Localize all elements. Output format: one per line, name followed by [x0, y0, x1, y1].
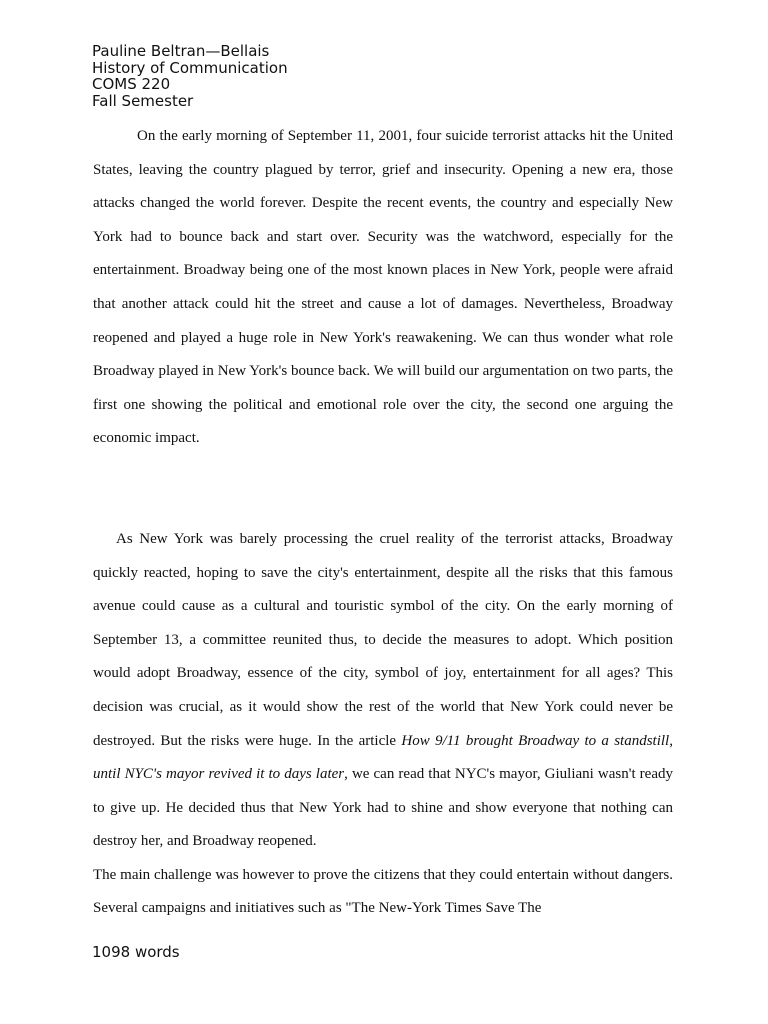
word-count: 1098 words	[92, 943, 180, 961]
paragraph-broadway-reaction	[93, 523, 673, 859]
course-code: COMS 220	[92, 75, 171, 94]
paragraph-gap	[93, 456, 673, 523]
paragraph-main-challenge: The main challenge was however to prove the citizens that they could entertain without dangers. Several campaigns and initiatives such as "The New-York Times Save The	[93, 866, 673, 917]
author-name: Pauline Beltran—Bellais	[92, 42, 270, 60]
document-body	[93, 120, 673, 926]
paragraph-text: , we can read that NYC's mayor, Giuliani wasn't ready to give up. He decided thus that New York had to shine and show everyone that nothing can destroy her, and Broadway reopened.	[93, 766, 673, 850]
paragraph-introduction: On the early morning of September 11, 2001, four suicide terrorist attacks hit the United States, leaving the country plagued by terror, grief and insecurity. Opening a new era, those attacks changed the world forever. Despite the recent events, the country and especially New York had to bounce back and start over. Security was the watchword, especially for the entertainment. Broadway being one of the most known places in New York, people were afraid that another attack could hit the street and cause a lot of damages. Nevertheless, Broadway reopened and played a huge role in New York's reawakening. We can thus wonder what role Broadway played in New York's bounce back. We will build our argumentation on two parts, the first one showing the political and emotional role over the city, the second one arguing the economic impact.	[93, 128, 673, 447]
paragraph-text: As New York was barely processing the cruel reality of the terrorist attacks, Broadway quickly reacted, hoping to save the city's entertainment, despite all the risks that this famous avenue could cause as a cultural and touristic symbol of the city. On the early morning of September 13, a committee reunited thus, to decide the measures to adopt. Which position would adopt Broadway, essence of the city, symbol of joy, entertainment for all ages? This decision was crucial, as it would show the rest of the world that New York could never be destroyed. But the risks were huge. In the article	[93, 530, 673, 749]
document-header	[92, 43, 288, 110]
semester: Fall Semester	[92, 92, 194, 111]
article-title: How 9/11 brought Broadway to a standstill, until NYC's mayor revived it to days later	[93, 732, 673, 783]
course-name: History of Communication	[92, 58, 288, 77]
